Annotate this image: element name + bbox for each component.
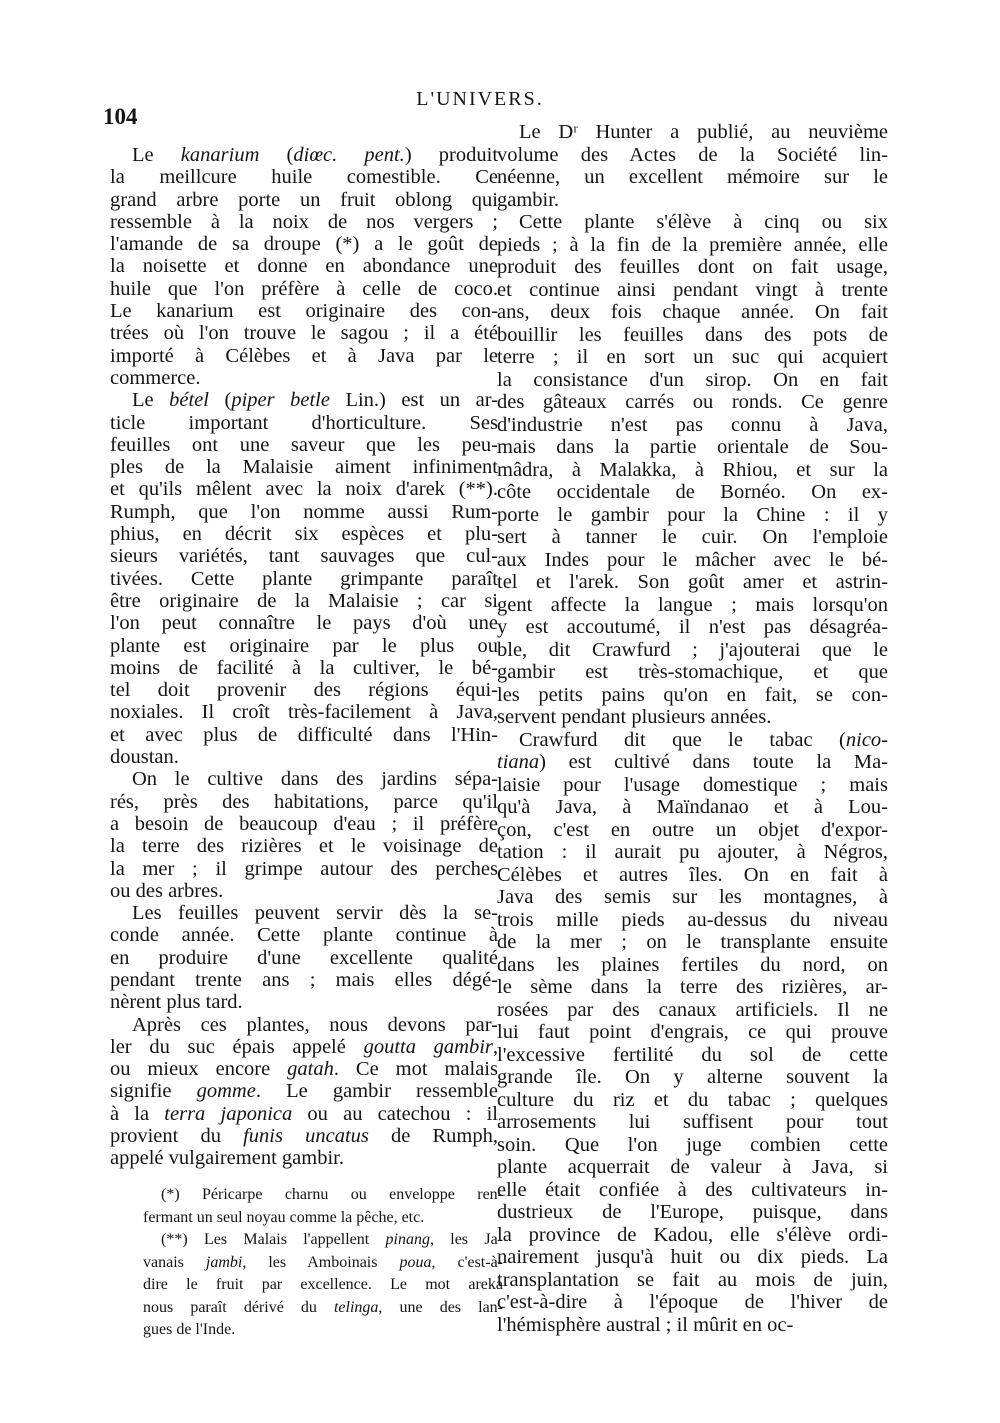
text-line <box>497 549 888 572</box>
text-line <box>143 1319 503 1342</box>
text-segment: de Rumph, <box>368 1125 498 1148</box>
text-segment: qu'à Java, à Maïndanao et à Lou- <box>497 796 888 818</box>
text-segment: provient du <box>110 1125 244 1148</box>
text-line <box>110 991 498 1013</box>
text-segment: Après ces plantes, nous devons par- <box>132 1013 498 1036</box>
text-line <box>497 459 888 482</box>
text-line <box>110 1058 498 1080</box>
text-line <box>110 300 498 322</box>
text-segment: moins de facilité à la cultiver, le bé- <box>110 656 498 679</box>
text-segment: huile que l'on préfère à celle de coco. <box>110 277 498 300</box>
text-line <box>110 902 498 924</box>
text-line <box>497 1269 888 1292</box>
text-line <box>497 211 888 234</box>
text-line <box>110 501 498 523</box>
text-segment: l'on peut connaître le pays d'où une <box>110 612 498 635</box>
paragraph <box>110 902 498 1013</box>
text-line <box>497 1089 888 1112</box>
text-segment: . Le gambir ressemble <box>255 1080 498 1103</box>
right-column <box>497 121 888 1336</box>
text-line <box>110 568 498 590</box>
text-segment: gambir est très-stomachique, et que <box>497 661 888 683</box>
text-segment: dustrieux de l'Europe, puisque, dans <box>497 1201 888 1223</box>
text-segment: Le Dʳ Hunter a publié, au neuvième <box>519 121 888 143</box>
text-segment: transplantation se fait au mois de juin, <box>497 1268 888 1291</box>
text-segment: a besoin de beaucoup d'eau ; il préfère <box>110 812 498 835</box>
text-line <box>497 571 888 594</box>
text-segment: côte occidentale de Bornéo. On ex- <box>497 481 888 503</box>
text-segment: à la <box>110 1102 165 1125</box>
text-line <box>497 841 888 864</box>
text-line <box>110 701 498 723</box>
text-line <box>497 909 888 932</box>
text-segment: la noisette et donne en abondance une <box>110 255 498 278</box>
text-segment: trois mille pieds au-dessus du niveau <box>497 908 888 931</box>
footnotes <box>143 1184 503 1342</box>
text-line <box>110 679 498 701</box>
text-line <box>497 639 888 662</box>
text-line <box>497 751 888 774</box>
text-segment: tel doit provenir des régions équi- <box>110 679 498 702</box>
text-segment: terre ; il en sort un suc qui acquiert <box>497 346 888 368</box>
text-segment: être originaire de la Malaisie ; car si <box>110 589 498 612</box>
text-line <box>110 456 498 478</box>
text-line <box>497 931 888 954</box>
text-line <box>497 1021 888 1044</box>
text-segment: gambir. <box>497 188 560 211</box>
footnote <box>143 1184 503 1229</box>
text-segment: nèrent plus tard. <box>110 991 243 1014</box>
text-line <box>110 144 498 166</box>
text-line <box>497 301 888 324</box>
text-line <box>110 278 498 300</box>
text-segment: sieurs variétés, tant sauvages que cul- <box>110 545 498 568</box>
text-line <box>497 616 888 639</box>
text-segment: d'industrie n'est pas connu à Java, <box>497 413 888 436</box>
footnote <box>143 1229 503 1342</box>
text-segment: mais dans la partie orientale de Sou- <box>497 436 888 458</box>
text-segment: Rumph, que l'on nomme aussi Rum- <box>110 500 498 523</box>
text-segment: en produire d'une excellente qualité <box>110 946 498 969</box>
text-segment: le sème dans la terre des rizières, ar- <box>497 976 888 998</box>
text-segment: pendant trente ans ; mais elles dégé- <box>110 968 498 991</box>
text-segment: (*) Péricarpe charnu ou enveloppe ren- <box>161 1186 503 1203</box>
paragraph <box>110 768 498 902</box>
text-segment: et qu'ils mêlent avec la noix d'arek (**). <box>110 478 498 501</box>
text-line <box>110 345 498 367</box>
text-line <box>110 635 498 657</box>
text-segment: dire le fruit par excellence. Le mot areka <box>143 1276 503 1293</box>
italic-term: telinga <box>333 1298 379 1316</box>
text-segment: On le cultive dans des jardins sépa- <box>132 768 498 791</box>
text-line <box>110 880 498 902</box>
text-line <box>497 279 888 302</box>
text-segment: gues de l'Inde. <box>143 1321 236 1338</box>
text-line <box>497 594 888 617</box>
text-segment: trées où l'on trouve le sagou ; il a été <box>110 322 498 345</box>
text-line <box>143 1184 503 1207</box>
italic-term: nico- <box>845 728 888 751</box>
text-segment: tel et l'arek. Son goût amer et astrin- <box>497 571 888 593</box>
text-line <box>143 1229 503 1252</box>
text-segment: c'est-à-dire à l'époque de l'hiver de <box>497 1291 888 1313</box>
text-line <box>143 1274 503 1297</box>
text-line <box>110 768 498 790</box>
text-line <box>110 969 498 991</box>
text-line <box>110 590 498 612</box>
text-line <box>110 367 498 389</box>
text-segment: rosées par des canaux artificiels. Il ne <box>497 998 888 1021</box>
paragraph <box>110 389 498 768</box>
italic-term: tiana <box>497 751 540 773</box>
paragraph <box>497 211 888 729</box>
text-segment: Crawfurd dit que le tabac ( <box>519 728 846 751</box>
text-segment: Le <box>132 144 181 166</box>
italic-term: bétel <box>169 389 209 412</box>
italic-term: gomme <box>196 1080 256 1103</box>
text-line <box>497 1291 888 1314</box>
text-segment: Célèbes et autres îles. On en fait à <box>497 863 888 886</box>
text-line <box>110 612 498 634</box>
text-line <box>110 858 498 880</box>
italic-term: goutta gambir <box>363 1035 493 1058</box>
text-line <box>110 1125 498 1147</box>
text-segment: fermant un seul noyau comme la pêche, etc. <box>143 1208 425 1226</box>
text-segment: servent pendant plusieurs années. <box>497 706 772 728</box>
text-line <box>110 724 498 746</box>
text-segment: grand arbre porte un fruit oblong qui <box>110 188 498 211</box>
text-segment: nairement jusqu'à huit ou dix pieds. La <box>497 1246 888 1268</box>
text-line <box>110 322 498 344</box>
text-segment: mâdra, à Malakka, à Rhiou, et sur la <box>497 458 888 481</box>
text-line <box>110 434 498 456</box>
text-segment: la mer ; il grimpe autour des perches <box>110 857 498 880</box>
text-line <box>497 1156 888 1179</box>
text-segment: phius, en décrit six espèces et plu- <box>110 523 498 546</box>
text-line <box>497 1111 888 1134</box>
text-line <box>497 346 888 369</box>
text-line <box>110 813 498 835</box>
text-segment: culture du riz et du tabac ; quelques <box>497 1088 888 1111</box>
text-line <box>497 684 888 707</box>
text-segment: plante acquerrait de valeur à Java, si <box>497 1156 888 1178</box>
text-line <box>497 864 888 887</box>
page-number: 104 <box>103 104 138 129</box>
text-line <box>143 1297 503 1320</box>
paragraph <box>110 144 498 389</box>
text-line <box>110 1103 498 1125</box>
text-segment: (**) Les Malais l'appellent <box>161 1231 386 1248</box>
text-line <box>497 661 888 684</box>
text-line <box>110 835 498 857</box>
text-line <box>110 1080 498 1102</box>
text-segment: ble, dit Crawfurd ; j'ajouterai que le <box>497 638 888 661</box>
text-segment: feuilles ont une saveur que les peu- <box>110 433 498 456</box>
italic-term: jambi <box>205 1253 243 1271</box>
text-segment: dans les plaines fertiles du nord, on <box>497 953 888 976</box>
italic-term: kanarium <box>180 144 260 166</box>
text-segment: Le <box>132 389 170 412</box>
text-line <box>110 924 498 946</box>
text-line <box>497 144 888 167</box>
text-line <box>110 746 498 768</box>
text-line <box>110 545 498 567</box>
text-line <box>110 211 498 233</box>
text-segment: néenne, un excellent mémoire sur le <box>497 166 888 188</box>
text-segment: çon, c'est en outre un objet d'expor- <box>497 818 888 841</box>
text-line <box>497 706 888 729</box>
text-line <box>143 1252 503 1275</box>
paragraph <box>110 1014 498 1170</box>
text-segment: ressemble à la noix de nos vergers ; <box>110 210 498 233</box>
text-segment: ou des arbres. <box>110 879 224 902</box>
text-segment: soin. Que l'on juge combien cette <box>497 1133 888 1156</box>
italic-term: terra japonica <box>164 1102 293 1125</box>
text-segment: ( <box>259 144 294 166</box>
text-segment: sert à tanner le cuir. On l'emploie <box>497 526 888 548</box>
text-segment: ticle important d'horticulture. Ses <box>110 411 498 434</box>
text-segment: appelé vulgairement gambir. <box>110 1147 344 1170</box>
text-segment: Les feuilles peuvent servir dès la se- <box>132 902 498 925</box>
text-line <box>497 999 888 1022</box>
text-line <box>497 1044 888 1067</box>
text-line <box>497 256 888 279</box>
text-segment: les petits pains qu'on en fait, se con- <box>497 683 888 706</box>
text-line <box>110 478 498 500</box>
text-segment: l'amande de sa droupe (*) a le goût de <box>110 233 498 256</box>
italic-term: poua <box>399 1253 432 1271</box>
text-line <box>110 233 498 255</box>
text-segment: ou mieux encore <box>110 1058 288 1081</box>
text-segment: grande île. On y alterne souvent la <box>497 1066 888 1088</box>
text-line <box>497 166 888 189</box>
text-segment: la meillcure huile comestible. Ce <box>110 166 498 189</box>
text-segment: ler du suc épais appelé <box>110 1035 364 1058</box>
text-segment: nous paraît dérivé du <box>143 1298 334 1316</box>
text-segment: porte le gambir pour la Chine : il y <box>497 503 888 526</box>
text-line <box>497 324 888 347</box>
text-segment: Cette plante s'élève à cinq ou six <box>519 211 888 233</box>
text-segment: aux Indes pour le mâcher avec le bé- <box>497 548 888 571</box>
text-line <box>497 774 888 797</box>
text-segment: ( <box>208 389 232 412</box>
text-segment: volume des Actes de la Société lin- <box>497 143 888 166</box>
text-line <box>497 414 888 437</box>
text-line <box>497 391 888 414</box>
text-segment: ans, deux fois chaque année. On fait <box>497 301 888 323</box>
text-segment: bouillir les feuilles dans des pots de <box>497 323 888 346</box>
text-segment: gent affecte la langue ; mais lorsqu'on <box>497 593 888 616</box>
text-segment: , les Amboinais <box>242 1253 400 1271</box>
text-line <box>497 1179 888 1202</box>
text-segment: ou au catechou : il <box>292 1102 498 1125</box>
text-segment: , c'est-à- <box>431 1253 504 1271</box>
text-line <box>110 523 498 545</box>
left-column <box>110 144 498 1170</box>
text-segment: tivées. Cette plante grimpante paraît <box>110 567 498 590</box>
text-line <box>497 481 888 504</box>
text-segment: doustan. <box>110 746 179 769</box>
text-segment: plante est originaire par le plus ou <box>110 634 498 657</box>
paragraph <box>497 121 888 211</box>
text-segment: rés, près des habitations, parce qu'il <box>110 790 498 813</box>
text-line <box>110 412 498 434</box>
text-line <box>497 504 888 527</box>
text-segment: signifie <box>110 1080 197 1103</box>
text-line <box>110 389 498 411</box>
text-segment: l'hémisphère austral ; il mûrit en oc- <box>497 1313 794 1336</box>
text-segment: , <box>492 1035 499 1058</box>
text-segment: Le kanarium est originaire des con- <box>110 300 498 323</box>
text-line <box>497 121 888 144</box>
text-line <box>497 796 888 819</box>
text-segment: des gâteaux carrés ou ronds. Ce genre <box>497 391 888 413</box>
text-segment: arrosements lui suffisent pour tout <box>497 1111 888 1133</box>
text-line <box>110 1036 498 1058</box>
text-line <box>497 1201 888 1224</box>
text-line <box>110 255 498 277</box>
text-segment: ) est cultivé dans toute la Ma- <box>539 751 888 773</box>
text-segment: la province de Kadou, elle s'élève ordi- <box>497 1223 888 1246</box>
text-line <box>110 166 498 188</box>
text-line <box>143 1207 503 1230</box>
text-segment: importé à Célèbes et à Java par le <box>110 344 498 367</box>
text-segment: commerce. <box>110 366 201 389</box>
text-line <box>110 791 498 813</box>
text-segment: pieds ; à la fin de la première année, elle <box>497 233 888 256</box>
text-segment: la terre des rizières et le voisinage de <box>110 835 498 858</box>
running-title: L'UNIVERS. <box>416 88 544 110</box>
text-segment: tation : il aurait pu ajouter, à Négros, <box>497 841 888 863</box>
text-segment: elle était confiée à des cultivateurs in- <box>497 1178 888 1201</box>
text-segment: la consistance d'un sirop. On en fait <box>497 368 888 391</box>
text-segment: ) produit <box>404 144 499 166</box>
italic-term: piper betle <box>231 389 330 412</box>
text-line <box>497 436 888 459</box>
text-segment: de la mer ; on le transplante ensuite <box>497 931 888 953</box>
text-segment: Lin.) est un ar- <box>329 389 499 412</box>
text-line <box>497 954 888 977</box>
text-segment: , une des lan- <box>378 1298 503 1316</box>
text-segment: . Ce mot malais <box>333 1058 498 1081</box>
text-line <box>110 657 498 679</box>
text-segment: et avec plus de difficulté dans l'Hin- <box>110 723 498 746</box>
text-segment: et continue ainsi pendant vingt à trente <box>497 278 888 301</box>
text-segment: laisie pour l'usage domestique ; mais <box>497 773 888 796</box>
italic-term: diœc. pent. <box>293 144 405 166</box>
text-segment: lui faut point d'engrais, ce qui prouve <box>497 1021 888 1043</box>
italic-term: funis uncatus <box>243 1125 369 1148</box>
text-segment: , les Ja- <box>429 1231 503 1248</box>
text-segment: noxiales. Il croît très-facilement à Java, <box>110 701 498 724</box>
text-segment: ples de la Malaisie aiment infiniment <box>110 456 498 479</box>
text-segment: vanais <box>143 1253 206 1271</box>
text-segment: l'excessive fertilité du sol de cette <box>497 1043 888 1066</box>
paragraph <box>497 729 888 1337</box>
text-segment: produit des feuilles dont on fait usage, <box>497 256 888 278</box>
text-line <box>497 819 888 842</box>
italic-term: gatah <box>287 1058 334 1081</box>
text-line <box>497 976 888 999</box>
text-line <box>497 1246 888 1269</box>
italic-term: pinang <box>385 1231 430 1248</box>
text-line <box>497 189 888 212</box>
text-line <box>497 1134 888 1157</box>
text-line <box>497 729 888 752</box>
text-segment: conde année. Cette plante continue à <box>110 924 498 947</box>
text-line <box>497 1224 888 1247</box>
text-line <box>497 1066 888 1089</box>
text-line <box>497 1314 888 1337</box>
text-line <box>497 886 888 909</box>
text-line <box>110 1014 498 1036</box>
text-segment: y est accoutumé, il n'est pas désagréa- <box>497 616 888 638</box>
text-line <box>110 189 498 211</box>
text-line <box>497 526 888 549</box>
text-line <box>110 1147 498 1169</box>
text-line <box>497 369 888 392</box>
text-line <box>497 234 888 257</box>
text-line <box>110 947 498 969</box>
text-segment: Java des semis sur les montagnes, à <box>497 886 888 908</box>
